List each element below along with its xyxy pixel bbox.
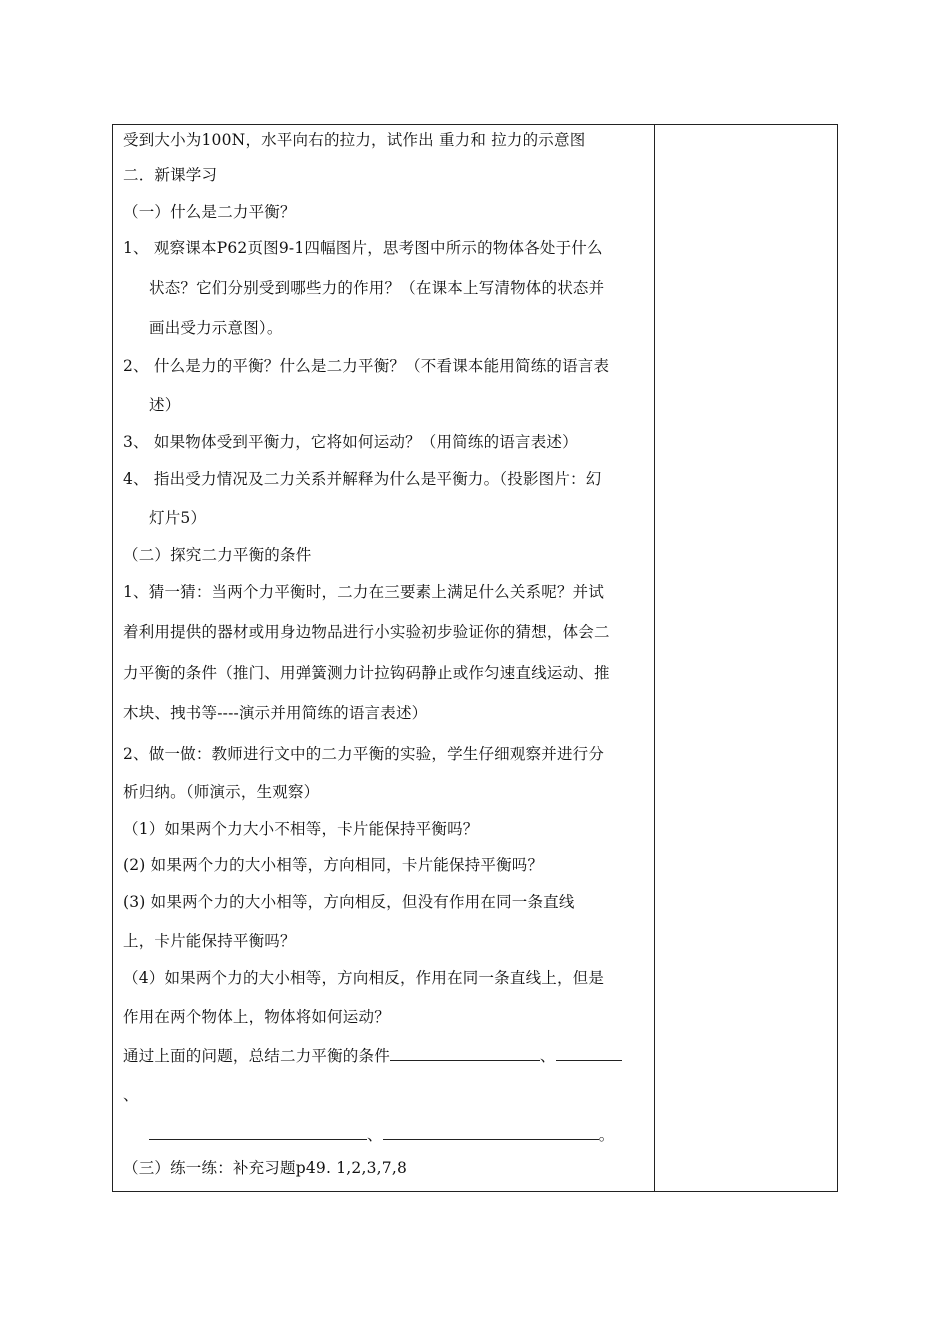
subsection-heading: （二）探究二力平衡的条件 xyxy=(123,546,312,564)
text-line: 2、做一做：教师进行文中的二力平衡的实验，学生仔细观察并进行分 xyxy=(123,745,605,763)
text-line: 上，卡片能保持平衡吗？ xyxy=(123,932,296,950)
summary-end: 。 xyxy=(598,1126,615,1144)
subsection-heading: （一）什么是二力平衡？ xyxy=(123,203,296,221)
question-item: （1）如果两个力大小不相等，卡片能保持平衡吗？ xyxy=(123,820,479,838)
section-heading: 二．新课学习 xyxy=(123,166,218,184)
text-line: 状态？它们分别受到哪些力的作用？（在课本上写清物体的状态并 xyxy=(149,279,605,297)
answer-blank-4[interactable] xyxy=(383,1123,599,1140)
summary-separator: 、 xyxy=(367,1126,383,1144)
text-line: 力平衡的条件（推门、用弹簧测力计拉钩码静止或作匀速直线运动、推 xyxy=(123,664,610,682)
text-line: 2、 什么是力的平衡？什么是二力平衡？（不看课本能用简练的语言表 xyxy=(123,357,610,375)
text-line: 4、 指出受力情况及二力关系并解释为什么是平衡力。（投影图片：幻 xyxy=(123,470,602,488)
text-line: 作用在两个物体上，物体将如何运动？ xyxy=(123,1008,390,1026)
answer-blank-3[interactable] xyxy=(149,1123,367,1140)
text-line: 画出受力示意图）。 xyxy=(149,319,283,337)
text-line: 受到大小为100N，水平向右的拉力，试作出 重力和 拉力的示意图 xyxy=(123,131,586,149)
text-line: 析归纳。（师演示，生观察） xyxy=(123,783,320,801)
text-line: 3、 如果物体受到平衡力，它将如何运动？（用简练的语言表述） xyxy=(123,433,578,451)
summary-prefix: 通过上面的问题，总结二力平衡的条件 xyxy=(123,1047,390,1065)
question-item: (2) 如果两个力的大小相等，方向相同，卡片能保持平衡吗？ xyxy=(123,856,544,874)
text-line: 灯片5） xyxy=(149,509,207,527)
summary-blank-line xyxy=(149,1123,614,1145)
text-line: 着利用提供的器材或用身边物品进行小实验初步验证你的猜想，体会二 xyxy=(123,623,610,641)
summary-separator: 、 xyxy=(539,1047,556,1065)
text-line: 述） xyxy=(149,396,181,414)
summary-separator-line: 、 xyxy=(123,1086,139,1104)
column-divider xyxy=(654,125,655,1191)
question-item: (3) 如果两个力的大小相等，方向相反，但没有作用在同一条直线 xyxy=(123,893,575,911)
summary-line xyxy=(123,1044,622,1066)
text-line: 木块、拽书等----演示并用简练的语言表述） xyxy=(123,704,428,722)
question-item: （4）如果两个力的大小相等，方向相反，作用在同一条直线上，但是 xyxy=(123,969,605,987)
answer-blank-1[interactable] xyxy=(390,1044,540,1061)
content-table xyxy=(112,124,838,1192)
text-line: 1、 观察课本P62页图9-1四幅图片，思考图中所示的物体各处于什么 xyxy=(123,239,603,257)
text-line: 1、猜一猜：当两个力平衡时，二力在三要素上满足什么关系呢？并试 xyxy=(123,583,605,601)
answer-blank-2[interactable] xyxy=(556,1044,622,1061)
exercise-line: （三）练一练：补充习题p49. 1,2,3,7,8 xyxy=(123,1159,408,1177)
